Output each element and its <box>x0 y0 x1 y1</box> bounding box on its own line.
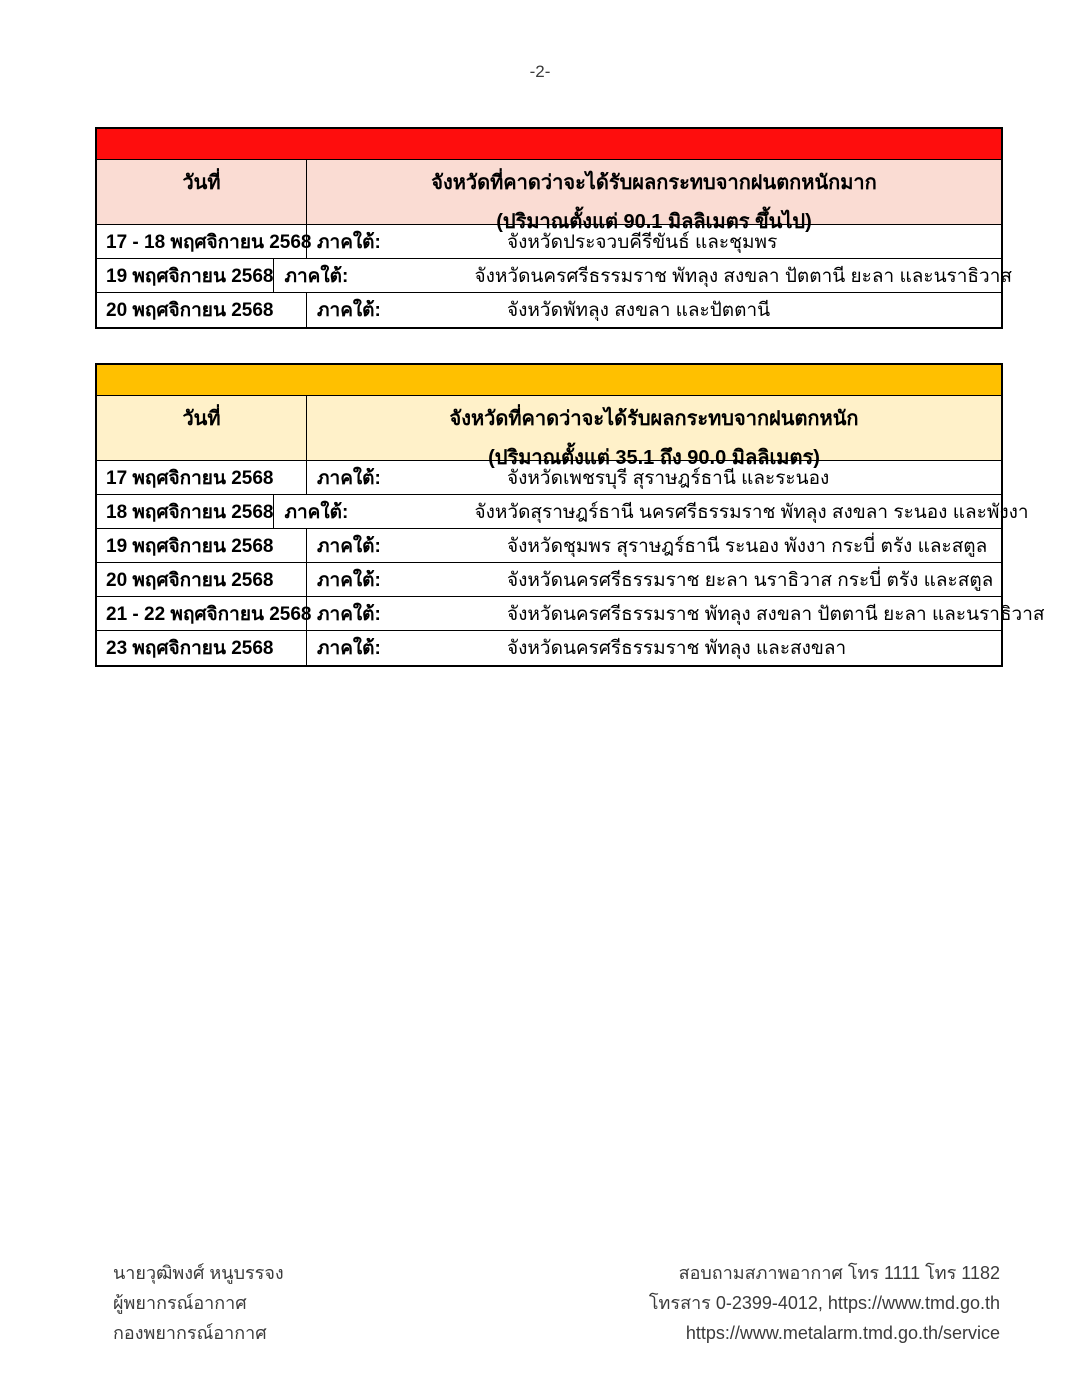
impact-cell <box>307 461 1001 494</box>
province-list: จังหวัดประจวบคีรีขันธ์ และชุมพร <box>507 231 778 253</box>
impact-cell <box>274 495 1028 528</box>
province-list: จังหวัดนครศรีธรรมราช ยะลา นราธิวาส กระบี่ ตรัง และสตูล <box>507 569 994 591</box>
table-row <box>97 631 1001 665</box>
date-cell: 18 พฤศจิกายน 2568 <box>97 495 274 528</box>
contact-phone: สอบถามสภาพอากาศ โทร 1111 โทร 1182 <box>678 1263 1000 1283</box>
impact-cell <box>307 225 1001 258</box>
region-label: ภาคใต้: <box>317 467 381 489</box>
table-row <box>97 563 1001 597</box>
date-cell: 17 พฤศจิกายน 2568 <box>97 461 307 494</box>
date-cell: 17 - 18 พฤศจิกายน 2568 <box>97 225 307 258</box>
province-list: จังหวัดเพชรบุรี สุราษฎร์ธานี และระนอง <box>507 467 830 489</box>
region-label: ภาคใต้: <box>317 231 381 253</box>
table-row <box>97 259 1012 293</box>
region-label: ภาคใต้: <box>317 638 381 659</box>
contact-alert-website: https://www.metalarm.tmd.go.th/service <box>685 1323 1000 1343</box>
impact-header-line1: จังหวัดที่คาดว่าจะได้รับผลกระทบจากฝนตกหนัก <box>449 408 859 430</box>
page-number: -2- <box>529 62 551 81</box>
province-list: จังหวัดนครศรีธรรมราช พัทลุง และสงขลา <box>507 638 847 659</box>
impact-cell <box>307 529 1001 562</box>
table-row <box>97 529 1001 563</box>
footer-contact-block <box>649 1258 1000 1348</box>
region-label: ภาคใต้: <box>317 569 381 591</box>
table-row <box>97 225 1001 259</box>
date-column-header: วันที่ <box>97 160 307 224</box>
date-column-header: วันที่ <box>97 396 307 460</box>
forecaster-name: นายวุฒิพงศ์ หนูบรรจง <box>113 1263 284 1283</box>
province-list: จังหวัดพัทลุง สงขลา และปัตตานี <box>507 300 771 321</box>
date-cell: 20 พฤศจิกายน 2568 <box>97 563 307 596</box>
forecaster-division: กองพยากรณ์อากาศ <box>113 1323 267 1343</box>
province-list: จังหวัดนครศรีธรรมราช พัทลุง สงขลา ปัตตานี ยะลา และนราธิวาส <box>474 265 1012 287</box>
impact-header-line2: (ปริมาณตั้งแต่ 35.1 ถึง 90.0 มิลลิเมตร) <box>488 447 820 469</box>
impact-header-line1: จังหวัดที่คาดว่าจะได้รับผลกระทบจากฝนตกหนักมาก <box>431 172 877 194</box>
impact-column-header <box>307 160 1001 233</box>
province-list: จังหวัดชุมพร สุราษฎร์ธานี ระนอง พังงา กระบี่ ตรัง และสตูล <box>507 535 988 557</box>
very-heavy-rain-table <box>95 127 1012 329</box>
date-cell: 19 พฤศจิกายน 2568 <box>97 259 274 292</box>
impact-cell <box>307 563 1001 596</box>
date-cell: 23 พฤศจิกายน 2568 <box>97 631 307 665</box>
region-label: ภาคใต้: <box>284 265 349 287</box>
forecaster-title: ผู้พยากรณ์อากาศ <box>113 1293 247 1313</box>
heavy-rain-table <box>95 363 1045 667</box>
very-heavy-rain-header-row <box>97 160 1001 233</box>
footer-signature-block <box>113 1258 284 1348</box>
table-row <box>97 461 1001 495</box>
impact-cell <box>307 631 1001 665</box>
impact-column-header <box>307 396 1001 469</box>
impact-header-line2: (ปริมาณตั้งแต่ 90.1 มิลลิเมตร ขึ้นไป) <box>496 211 812 233</box>
date-cell: 19 พฤศจิกายน 2568 <box>97 529 307 562</box>
region-label: ภาคใต้: <box>317 603 381 625</box>
heavy-rain-header-row <box>97 396 1001 469</box>
impact-cell <box>274 259 1011 292</box>
table-row <box>97 495 1029 529</box>
province-list: จังหวัดนครศรีธรรมราช พัทลุง สงขลา ปัตตานี ยะลา และนราธิวาส <box>507 603 1045 625</box>
region-label: ภาคใต้: <box>317 535 381 557</box>
table-row <box>97 597 1045 631</box>
region-label: ภาคใต้: <box>284 501 349 523</box>
date-cell: 21 - 22 พฤศจิกายน 2568 <box>97 597 307 630</box>
region-label: ภาคใต้: <box>317 300 381 321</box>
table-row <box>97 293 1001 327</box>
contact-fax-website: โทรสาร 0-2399-4012, https://www.tmd.go.th <box>648 1293 1000 1313</box>
impact-cell <box>307 293 1001 327</box>
impact-cell <box>307 597 1044 630</box>
date-cell: 20 พฤศจิกายน 2568 <box>97 293 307 327</box>
province-list: จังหวัดสุราษฎร์ธานี นครศรีธรรมราช พัทลุง สงขลา ระนอง และพังงา <box>474 501 1029 523</box>
heavy-rain-title-bar <box>97 365 1001 396</box>
very-heavy-rain-title-bar <box>97 129 1001 160</box>
